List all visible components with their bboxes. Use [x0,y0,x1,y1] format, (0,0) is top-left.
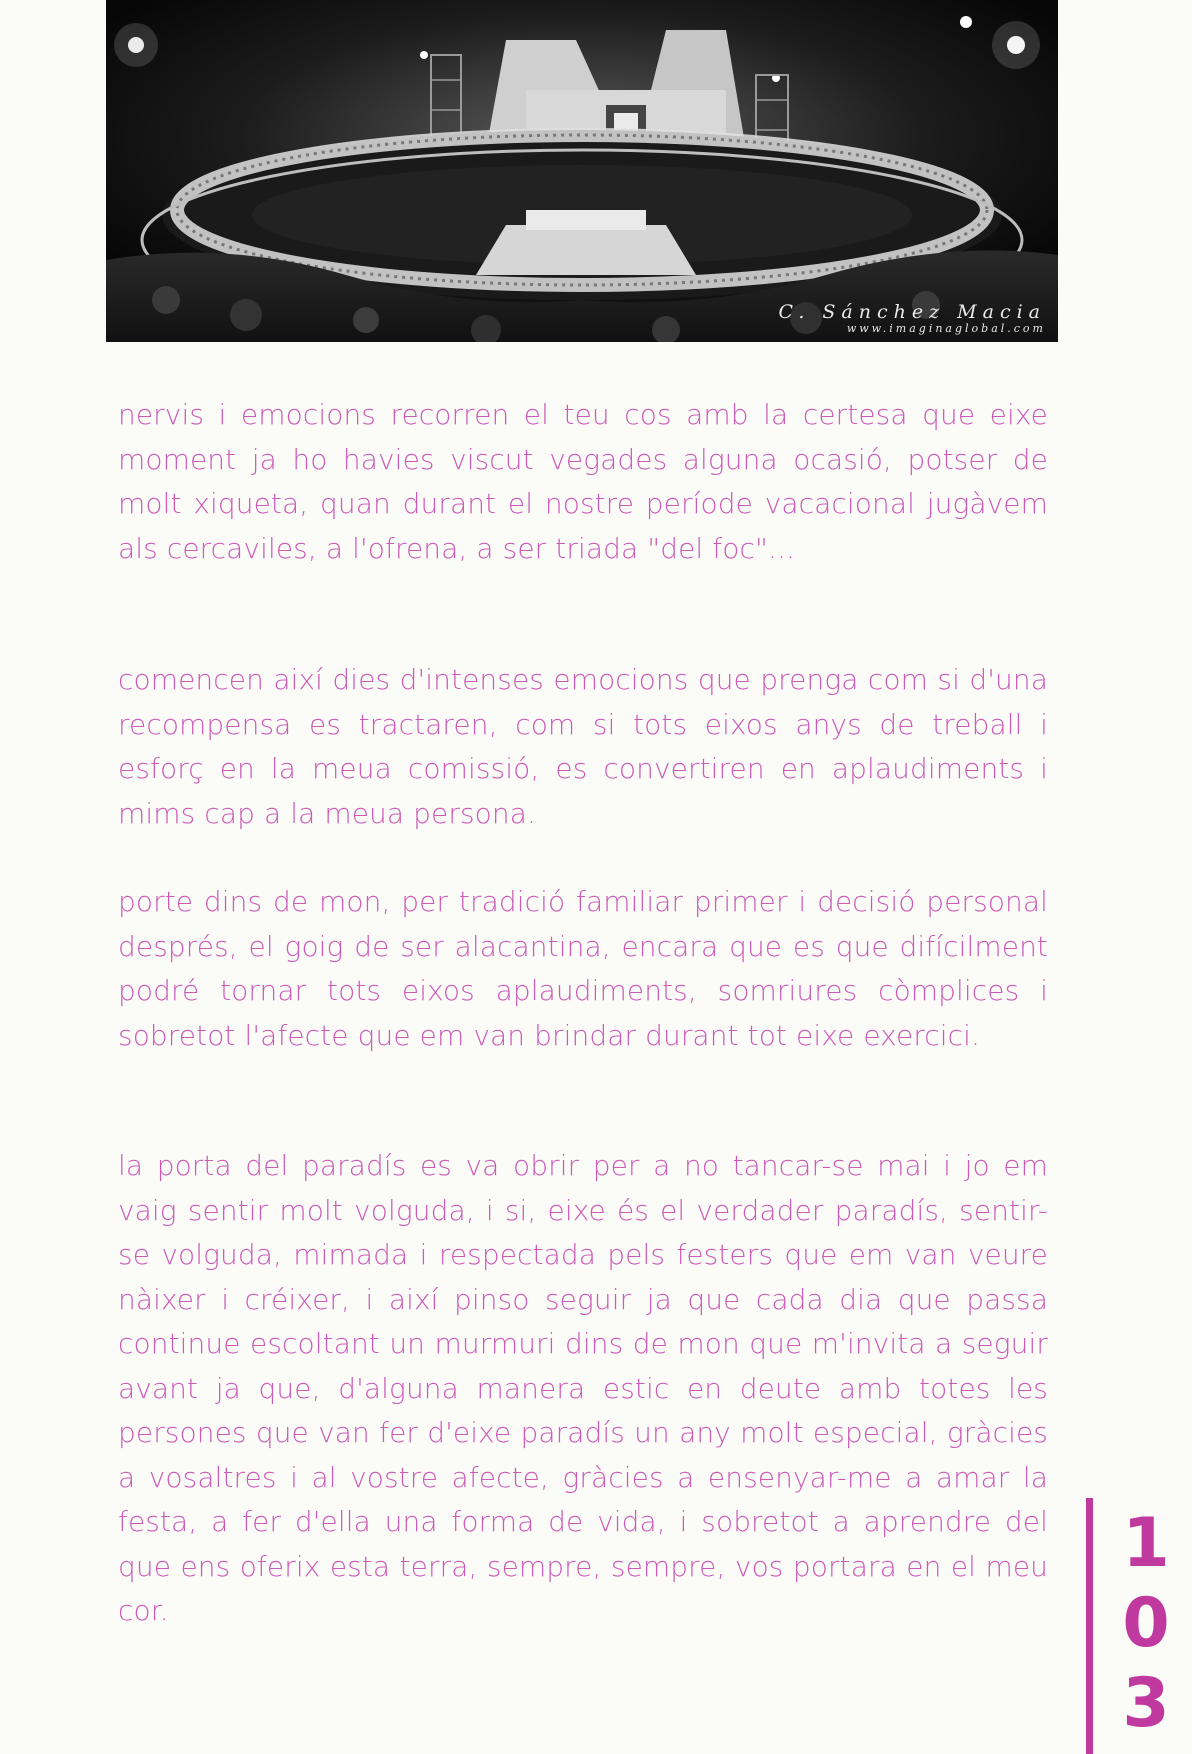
paragraph-3: porte dins de mon, per tradició familiar primer i decisió personal després, el goig de ser alacantina, encara que es que difícilment podré tornar tots eixos aplaudiments, somriures còmplices i sobretot l'afecte que em van brindar durant tot eixe exercici. [118,885,1048,1052]
page-number-bar [1086,1498,1093,1754]
paragraph-1: nervis i emocions recorren el teu cos amb la certesa que eixe moment ja ho havies viscut vegades alguna ocasió, potser de molt xiqueta, quan durant el nostre període vacacional jugàvem als cercaviles, a l'ofrena, a ser triada "del foc"... [118,398,1048,565]
arena-illustration [106,0,1058,342]
paragraph-2: comencen així dies d'intenses emocions que prenga com si d'una recompensa es tractaren, com si tots eixos anys de treball i esforç en la meua comissió, es convertiren en aplaudiments i mims cap a la meua persona. [118,663,1048,830]
paragraph-4: la porta del paradís es va obrir per a no tancar-se mai i jo em vaig sentir molt volguda, i si, eixe és el verdader paradís, sentir-se volguda, mimada i respectada pels festers que em van veure nàixer i créixer, i així pinso seguir ja que cada dia que passa continue escoltant un murmuri dins de mon que m'invita a seguir avant ja que, d'alguna manera estic en deute amb totes les persones que van fer d'eixe paradís un any molt especial, gràcies a vosaltres i al vostre afecte, gràcies a ensenyar-me a amar la festa, a fer d'ella una forma de vida, i sobretot a aprendre del que ens oferix esta terra, sempre, sempre, vos portara en el meu cor. [118,1149,1048,1627]
photo-credit-name: C. Sánchez Macia [778,300,1046,323]
page-number-digit-1: 1 [1122,1504,1170,1583]
page-number-digit-2: 0 [1122,1584,1170,1663]
page-number-digit-3: 3 [1122,1664,1170,1743]
photo-credit-url: www.imaginaglobal.com [846,322,1046,336]
photo-credit [778,302,1046,336]
arena-photo [106,0,1058,342]
